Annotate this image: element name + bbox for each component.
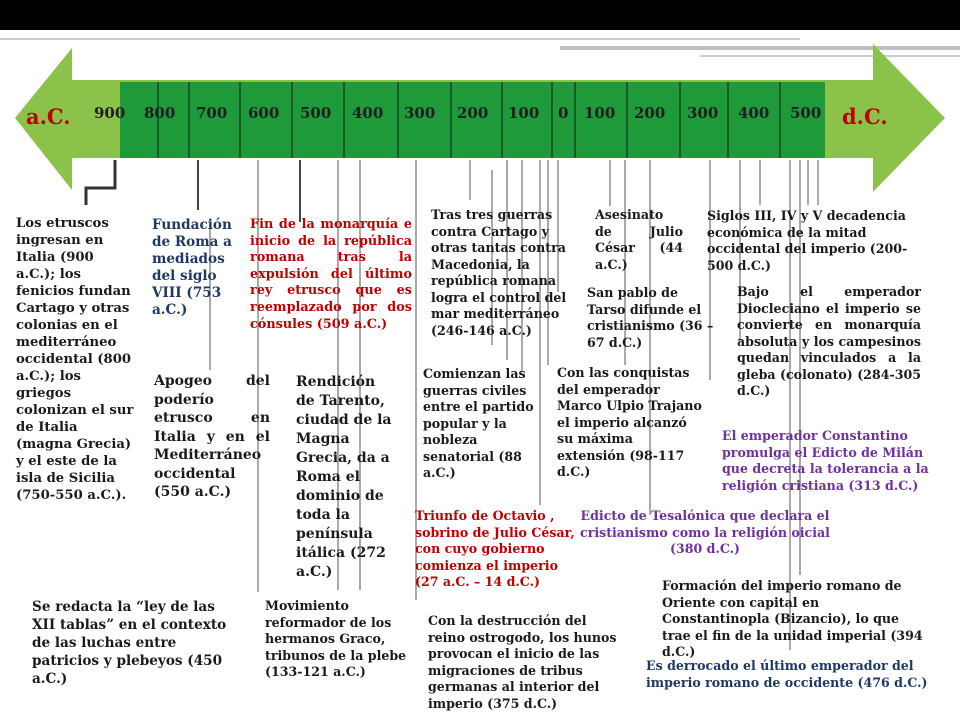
event-destruccion-ostrogodo: Con la destrucción del reino ostrogodo, los hunos provocan el inicio de las migraciones de tribus germanas al interior del imperio (375 d.C.) <box>428 613 617 711</box>
event-trajano: Con las conquistas del emperador Marco Ulpio Trajano el imperio alcanzó su máxima extensión (98-117 d.C.) <box>557 365 702 479</box>
tick-label: 300 <box>687 104 719 122</box>
tick-label: 900 <box>94 104 126 122</box>
event-guerras-civiles: Comienzan las guerras civiles entre el partido popular y la nobleza senatorial (88 a.C.) <box>423 366 534 480</box>
tick-label: 200 <box>457 104 489 122</box>
tick-label: 100 <box>584 104 616 122</box>
tick-label: 0 <box>558 104 569 122</box>
tick-label: 400 <box>352 104 384 122</box>
event-siglos-decadencia: Siglos III, IV y V decadencia económica de la mitad occidental del imperio (200-500 d.C.) <box>707 208 908 273</box>
era-label-ad: d.C. <box>842 104 888 129</box>
event-apogeo-etrusco: Apogeo del poderío etrusco en Italia y en el Mediterráneo occidental (550 a.C.) <box>154 373 270 500</box>
tick-label: 400 <box>738 104 770 122</box>
tick-label: 100 <box>508 104 540 122</box>
tick-label: 500 <box>300 104 332 122</box>
tick-label: 300 <box>404 104 436 122</box>
event-edicto-tesalonica: Edicto de Tesalónica que declara el cristianismo como la religión oicial (380 d.C.) <box>580 508 830 556</box>
event-ley-xii-tablas: Se redacta la “ley de las XII tablas” en el contexto de las luchas entre patricios y plebeyos (450 a.C.) <box>32 599 227 687</box>
tick-label: 600 <box>248 104 280 122</box>
event-ultimo-emperador: Es derrocado el último emperador del imperio romano de occidente (476 d.C.) <box>646 658 928 690</box>
tick-label: 700 <box>196 104 228 122</box>
event-asesinato-cesar: Asesinato de Julio César (44 a.C.) <box>595 207 683 272</box>
tick-label: 200 <box>634 104 666 122</box>
tick-label: 500 <box>790 104 822 122</box>
event-hermanos-graco: Movimiento reformador de los hermanos Graco, tribunos de la plebe (133-121 a.C.) <box>265 598 407 679</box>
event-guerras-cartago: Tras tres guerras contra Cartago y otras tantas contra Macedonia, la república romana logra el control del mar mediterráneo (246-146 a.C.) <box>431 207 567 338</box>
event-constantino: El emperador Constantino promulga el Edicto de Milán que decreta la tolerancia a la religión cristiana (313 d.C.) <box>722 428 929 493</box>
event-triunfo-octavio: Triunfo de Octavio , sobrino de Julio César, con cuyo gobierno comienza el imperio (27 a.C. – 14 d.C.) <box>415 508 575 589</box>
event-imperio-oriente: Formación del imperio romano de Oriente con capital en Constantinopla (Bizancio), lo que trae el fin de la unidad imperial (394 d.C.) <box>662 578 923 659</box>
event-diocleciano: Bajo el emperador Diocleciano el imperio se convierte en monarquía absoluta y los campesinos quedan vinculados a la gleba (colonato) (284-305 d.C.) <box>737 284 921 398</box>
event-fin-monarquia: Fin de la monarquía e inicio de la república romana tras la expulsión del último rey etrusco que es reemplazado por dos cónsules (509 a.C.) <box>250 217 412 332</box>
event-rendicion-tarento: Rendición de Tarento, ciudad de la Magna Grecia, da a Roma el dominio de toda la península itálica (272 a.C.) <box>296 374 392 580</box>
event-fundacion-roma: Fundación de Roma a mediados del siglo VIII (753 a.C.) <box>152 217 232 318</box>
era-label-bc: a.C. <box>26 104 71 129</box>
tick-label: 800 <box>144 104 176 122</box>
event-san-pablo: San pablo de Tarso difunde el cristianismo (36 – 67 d.C.) <box>587 285 714 350</box>
event-etruscos: Los etruscos ingresan en Italia (900 a.C.); los fenicios fundan Cartago y otras colonias en el mediterráneo occidental (800 a.C.); los griegos colonizan el sur de Italia (magna Grecia) y el este de la isla de Sicilia (750-550 a.C.). <box>16 216 134 503</box>
